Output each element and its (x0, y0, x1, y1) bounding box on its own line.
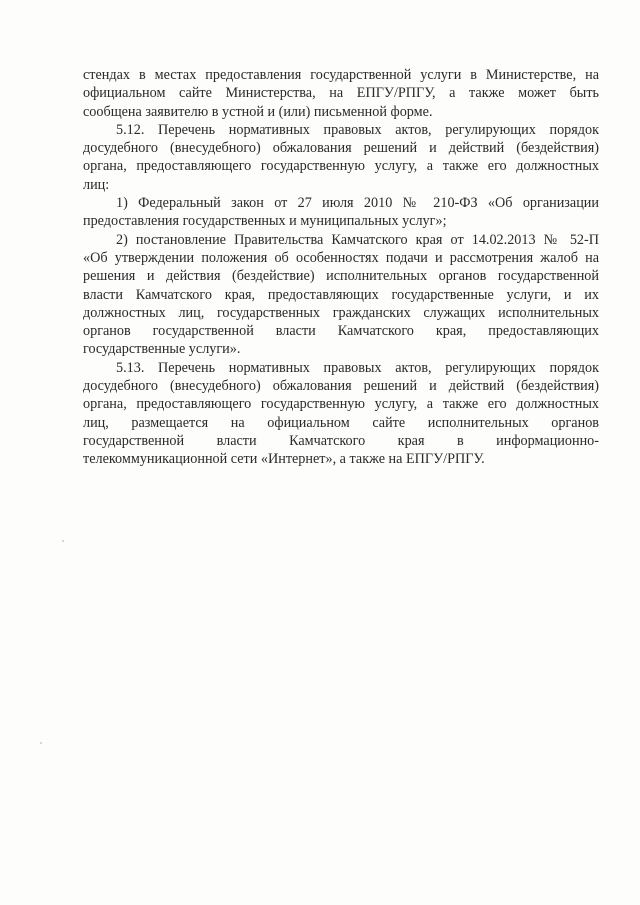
text-line: решения и действия (бездействие) исполнительных органов государственной (83, 268, 599, 285)
text-line: государственной власти Камчатского края в информационно- (83, 432, 599, 449)
text-line: предоставления государственных и муниципальных услуг»; (83, 213, 447, 230)
text-line: сообщена заявителю в устной и (или) письменной форме. (83, 103, 433, 120)
text-line: досудебного (внесудебного) обжалования решений и действий (бездействия) (83, 378, 599, 395)
text-line: 5.12. Перечень нормативных правовых актов, регулирующих порядок (116, 121, 599, 138)
scan-speck (62, 540, 64, 542)
list-item-1 (83, 194, 599, 231)
document-body (83, 66, 599, 469)
text-line: официальном сайте Министерства, на ЕПГУ/РПГУ, а также может быть (83, 85, 599, 102)
paragraph-continuation (83, 66, 599, 121)
text-line: 2) постановление Правительства Камчатского края от 14.02.2013 № 52-П (116, 231, 599, 248)
list-item-2 (83, 231, 599, 359)
text-line: досудебного (внесудебного) обжалования решений и действий (бездействия) (83, 140, 599, 157)
paragraph-5-13 (83, 359, 599, 469)
text-line: «Об утверждении положения об особенностях подачи и рассмотрения жалоб на (83, 249, 599, 266)
text-line: стендах в местах предоставления государственной услуги в Министерстве, на (83, 67, 599, 83)
text-line: 5.13. Перечень нормативных правовых актов, регулирующих порядок (116, 359, 599, 376)
text-line: 1) Федеральный закон от 27 июля 2010 № 210-ФЗ «Об организации (116, 195, 599, 212)
text-line: лиц: (83, 176, 110, 193)
text-line: органа, предоставляющего государственную услугу, а также его должностных (83, 158, 599, 175)
text-line: должностных лиц, государственных гражданских служащих исполнительных (83, 304, 599, 321)
text-line: лиц, размещается на официальном сайте исполнительных органов (83, 414, 599, 431)
text-line: государственные услуги». (83, 341, 241, 358)
scan-speck (40, 742, 42, 744)
text-line: органа, предоставляющего государственную услугу, а также его должностных (83, 396, 599, 413)
text-line: власти Камчатского края, предоставляющих государственные услуги, и их (83, 286, 599, 303)
paragraph-5-12 (83, 121, 599, 194)
text-line: телекоммуникационной сети «Интернет», а также на ЕПГУ/РПГУ. (83, 451, 485, 468)
text-line: органов государственной власти Камчатского края, предоставляющих (83, 323, 599, 340)
